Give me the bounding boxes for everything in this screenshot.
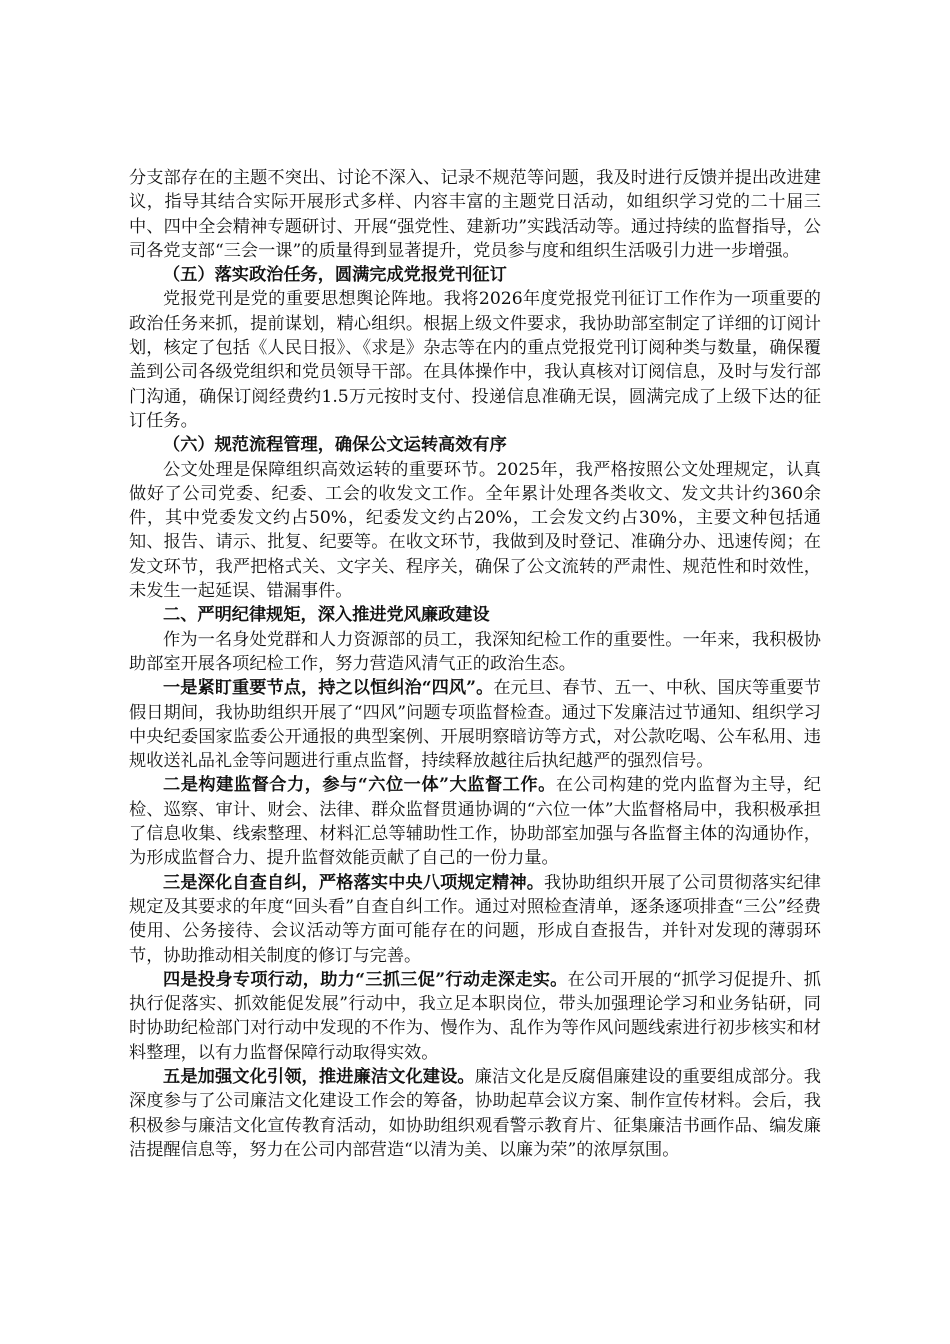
paragraph-document-processing: 公文处理是保障组织高效运转的重要环节。2025年，我严格按照公文处理规定，认真做好了公司党委、纪委、工会的收发文工作。全年累计处理各类收文、发文共计约360余件，其中党委发文约占50%，纪委发文约占20%，工会发文约占30%，主要文种包括通知、报告、请示、批复、纪要等。在收文环节，我做到及时登记、准确分办、迅速传阅；在发文环节，我严把格式关、文字关、程序关，确保了公文流转的严肃性、规范性和时效性，未发生一起延误、错漏事件。 bbox=[129, 459, 821, 602]
item-1-text: 在元旦、春节、五一、中秋、国庆等重要节假日期间，我协助组织开展了“四风”问题专项监督检查。通过下发廉洁过节通知、组织学习中央纪委国家监委公开通报的典型案例、开展明察暗访等方式，对公款吃喝、公车私用、违规收送礼品礼金等问题进行重点监督，持续释放越往后执纪越严的强烈信号。 bbox=[129, 678, 821, 772]
paragraph-item-3 bbox=[129, 871, 821, 968]
item-4-lead: 四是投身专项行动，助力“三抓三促”行动走深走实。 bbox=[163, 969, 568, 990]
chapter-heading-2: 二、严明纪律规矩，深入推进党风廉政建设 bbox=[163, 605, 490, 626]
item-2-text: 在公司构建的党内监督为主导，纪检、巡察、审计、财会、法律、群众监督贯通协调的“六位一体”大监督格局中，我积极承担了信息收集、线索整理、材料汇总等辅助性工作，协助部室加强与各监督主体的沟通协作，为形成监督合力、提升监督效能贡献了自己的一份力量。 bbox=[129, 775, 821, 869]
item-2-lead: 二是构建监督合力，参与“六位一体”大监督工作。 bbox=[163, 775, 556, 796]
paragraph-party-newspapers: 党报党刊是党的重要思想舆论阵地。我将2026年度党报党刊征订工作作为一项重要的政治任务来抓，提前谋划，精心组织。根据上级文件要求，我协助部室制定了详细的订阅计划，核定了包括《人民日报》、《求是》杂志等在内的重点党报党刊订阅种类与数量，确保覆盖到公司各级党组织和党员领导干部。在具体操作中，我认真核对订阅信息，及时与发行部门沟通，确保订阅经费约1.5万元按时支付、投递信息准确无误，圆满完成了上级下达的征订任务。 bbox=[129, 289, 821, 431]
item-3-lead: 三是深化自查自纠，严格落实中央八项规定精神。 bbox=[163, 872, 545, 893]
section-heading-5: （五）落实政治任务，圆满完成党报党刊征订 bbox=[163, 265, 507, 286]
item-1-lead: 一是紧盯重要节点，持之以恒纠治“四风”。 bbox=[163, 678, 494, 699]
paragraph-item-2 bbox=[129, 773, 821, 870]
item-3-text: 我协助组织开展了公司贯彻落实纪律规定及其要求的年度“回头看”自查自纠工作。通过对照检查清单，逐条逐项排查“三公”经费使用、公务接待、会议活动等方面可能存在的问题，形成自查报告，并针对发现的薄弱环节，协助推动相关制度的修订与完善。 bbox=[129, 872, 821, 966]
section-heading-6: （六）规范流程管理，确保公文运转高效有序 bbox=[163, 435, 507, 456]
item-5-lead: 五是加强文化引领，推进廉洁文化建设。 bbox=[163, 1066, 475, 1087]
paragraph-intro: 分支部存在的主题不突出、讨论不深入、记录不规范等问题，我及时进行反馈并提出改进建议，指导其结合实际开展形式多样、内容丰富的主题党日活动，如组织学习党的二十届三中、四中全会精神专题研讨、开展“强党性、建新功”实践活动等。通过持续的监督指导，公司各党支部“三会一课”的质量得到显著提升，党员参与度和组织生活吸引力进一步增强。 bbox=[129, 168, 821, 261]
paragraph-item-4 bbox=[129, 968, 821, 1065]
item-4-text: 在公司开展的“抓学习促提升、抓执行促落实、抓效能促发展”行动中，我立足本职岗位，带头加强理论学习和业务钻研，同时协助纪检部门对行动中发现的不作为、慢作为、乱作为等作风问题线索进行初步核实和材料整理，以有力监督保障行动取得实效。 bbox=[129, 969, 821, 1063]
paragraph-item-1 bbox=[129, 676, 821, 773]
item-5-text: 廉洁文化是反腐倡廉建设的重要组成部分。我深度参与了公司廉洁文化建设工作会的筹备，协助起草会议方案、制作宣传材料。会后，我积极参与廉洁文化宣传教育活动，如协助组织观看警示教育片、征集廉洁书画作品、编发廉洁提醒信息等，努力在公司内部营造“以清为美、以廉为荣”的浓厚氛围。 bbox=[129, 1066, 821, 1160]
paragraph-discipline-intro: 作为一名身处党群和人力资源部的员工，我深知纪检工作的重要性。一年来，我积极协助部室开展各项纪检工作，努力营造风清气正的政治生态。 bbox=[129, 629, 821, 674]
document-page bbox=[129, 166, 821, 1162]
paragraph-item-5 bbox=[129, 1065, 821, 1162]
